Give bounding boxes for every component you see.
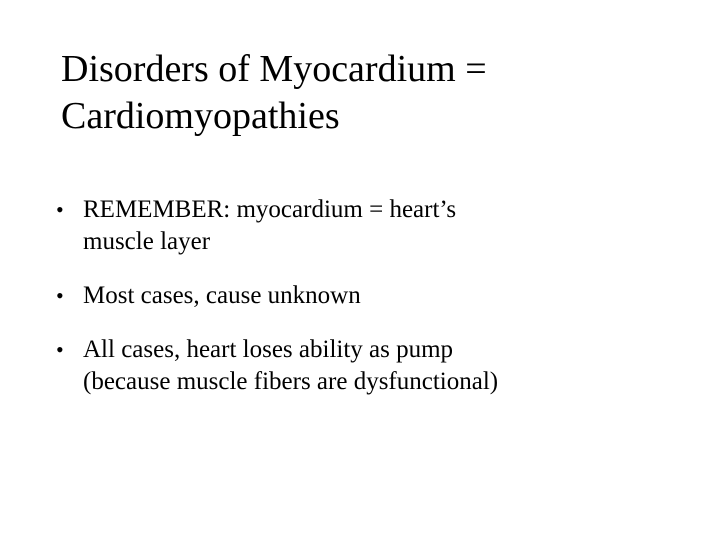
bullet-text <box>83 280 676 312</box>
bullet-line: REMEMBER: myocardium = heart’s <box>83 196 457 223</box>
bullet-item <box>56 280 676 312</box>
bullet-line: muscle layer <box>83 228 211 255</box>
slide-title <box>61 46 681 140</box>
bullet-text <box>83 194 676 258</box>
bullet-line: All cases, heart loses ability as pump <box>83 336 454 363</box>
bullet-icon: • <box>56 283 64 308</box>
bullet-text <box>83 334 676 398</box>
bullet-item <box>56 194 676 258</box>
bullet-list <box>56 194 676 420</box>
bullet-line: (because muscle fibers are dysfunctional) <box>83 368 499 395</box>
slide-title-line-1: Disorders of Myocardium = <box>61 48 487 90</box>
bullet-icon: • <box>56 197 64 222</box>
slide-title-line-2: Cardiomyopathies <box>61 95 340 137</box>
bullet-line: Most cases, cause unknown <box>83 282 361 309</box>
bullet-icon: • <box>56 337 64 362</box>
bullet-item <box>56 334 676 398</box>
